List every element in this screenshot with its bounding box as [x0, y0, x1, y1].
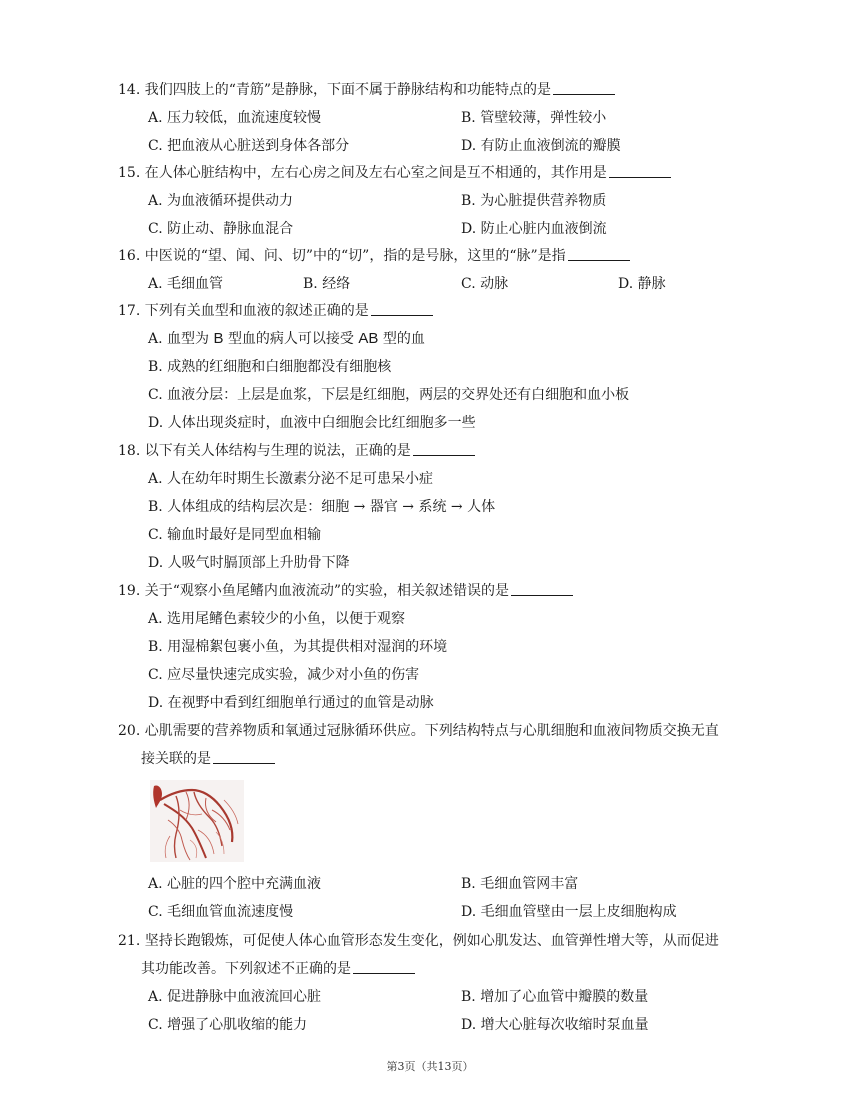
- answer-blank[interactable]: [213, 747, 275, 764]
- option-b: B. 经络: [303, 276, 351, 292]
- question-stem: 14. 我们四肢上的“青筋”是静脉，下面不属于静脉结构和功能特点的是: [118, 82, 552, 98]
- question-20-options: [118, 870, 778, 926]
- answer-blank[interactable]: [353, 957, 415, 974]
- answer-blank[interactable]: [609, 161, 671, 178]
- answer-blank[interactable]: [413, 439, 475, 456]
- option-c: C. 应尽量快速完成实验，减少对小鱼的伤害: [148, 667, 420, 683]
- option-a: A. 为血液循环提供动力: [148, 193, 294, 209]
- option-a: A. 压力较低，血流速度较慢: [148, 110, 322, 126]
- question-stem: 19. 关于“观察小鱼尾鳍内血液流动”的实验，相关叙述错误的是: [118, 583, 510, 599]
- question-stem: 15. 在人体心脏结构中，左右心房之间及左右心室之间是互不相通的，其作用是: [118, 165, 607, 181]
- question-14: [118, 76, 778, 160]
- answer-blank[interactable]: [553, 78, 615, 95]
- question-17: [118, 297, 778, 437]
- question-21: 21. 坚持长跑锻炼，可促使人体心血管形态发生变化，例如心肌发达、血管弹性增大等，从而促进 其功能改善。下列叙述不正确的是 A. 促进静脉中血液流回心脏 B. 增加了心血管中瓣膜的数量 C. 增强了心肌收缩的能力 D. 增大心脏每次收缩时泵血量: [118, 927, 778, 1039]
- option-b: B. 毛细血管网丰富: [461, 876, 579, 892]
- answer-blank[interactable]: [568, 244, 630, 261]
- question-19: [118, 577, 778, 717]
- option-d: D. 人吸气时膈顶部上升肋骨下降: [148, 555, 350, 571]
- option-a: A. 毛细血管: [148, 276, 224, 292]
- coronary-vessels-image: [150, 780, 244, 862]
- option-d: D. 有防止血液倒流的瓣膜: [461, 138, 621, 154]
- option-d: D. 人体出现炎症时，血液中白细胞会比红细胞多一些: [148, 415, 476, 431]
- question-20: 20. 心肌需要的营养物质和氧通过冠脉循环供应。下列结构特点与心肌细胞和血液间物质交换无直 接关联的是: [118, 717, 778, 773]
- question-18: [118, 437, 778, 577]
- answer-blank[interactable]: [371, 299, 433, 316]
- option-b: B. 管壁较薄，弹性较小: [461, 110, 607, 126]
- option-c: C. 血液分层：上层是血浆，下层是红细胞，两层的交界处还有白细胞和血小板: [148, 387, 630, 403]
- question-stem: 18. 以下有关人体结构与生理的说法，正确的是: [118, 443, 411, 459]
- question-15: [118, 159, 778, 243]
- option-c: C. 输血时最好是同型血相输: [148, 527, 322, 543]
- option-c: C. 把血液从心脏送到身体各部分: [148, 138, 350, 154]
- option-a: A. 促进静脉中血液流回心脏: [148, 989, 322, 1005]
- page-footer: 第3页（共13页）: [386, 1060, 474, 1073]
- option-a: A. 心脏的四个腔中充满血液: [148, 876, 322, 892]
- option-b: B. 增加了心血管中瓣膜的数量: [461, 989, 649, 1005]
- heart-coronary-figure: [150, 780, 244, 862]
- option-a: A. 血型为 B 型血的病人可以接受 AB 型的血: [148, 330, 425, 347]
- option-d: D. 增大心脏每次收缩时泵血量: [461, 1017, 649, 1033]
- option-a: A. 人在幼年时期生长激素分泌不足可患呆小症: [148, 471, 434, 487]
- option-b: B. 人体组成的结构层次是：细胞 → 器官 → 系统 → 人体: [148, 499, 496, 515]
- option-d: D. 静脉: [618, 276, 666, 292]
- option-c: C. 防止动、静脉血混合: [148, 221, 294, 237]
- option-c: C. 增强了心肌收缩的能力: [148, 1017, 308, 1033]
- option-d: D. 防止心脏内血液倒流: [461, 221, 607, 237]
- answer-blank[interactable]: [511, 579, 573, 596]
- option-b: B. 为心脏提供营养物质: [461, 193, 607, 209]
- option-d: D. 毛细血管壁由一层上皮细胞构成: [461, 904, 677, 920]
- question-stem: 17. 下列有关血型和血液的叙述正确的是: [118, 303, 369, 319]
- option-b: B. 成熟的红细胞和白细胞都没有细胞核: [148, 359, 392, 375]
- option-a: A. 选用尾鳍色素较少的小鱼，以便于观察: [148, 611, 406, 627]
- question-16: [118, 242, 778, 298]
- question-stem: 20. 心肌需要的营养物质和氧通过冠脉循环供应。下列结构特点与心肌细胞和血液间物质交换无直: [118, 723, 719, 739]
- option-c: C. 动脉: [461, 276, 509, 292]
- option-d: D. 在视野中看到红细胞单行通过的血管是动脉: [148, 695, 434, 711]
- option-b: B. 用湿棉絮包裹小鱼，为其提供相对湿润的环境: [148, 639, 448, 655]
- option-c: C. 毛细血管血流速度慢: [148, 904, 294, 920]
- question-stem: 16. 中医说的“望、闻、问、切”中的“切”，指的是号脉，这里的“脉”是指: [118, 248, 566, 264]
- question-stem: 21. 坚持长跑锻炼，可促使人体心血管形态发生变化，例如心肌发达、血管弹性增大等，从而促进: [118, 933, 719, 949]
